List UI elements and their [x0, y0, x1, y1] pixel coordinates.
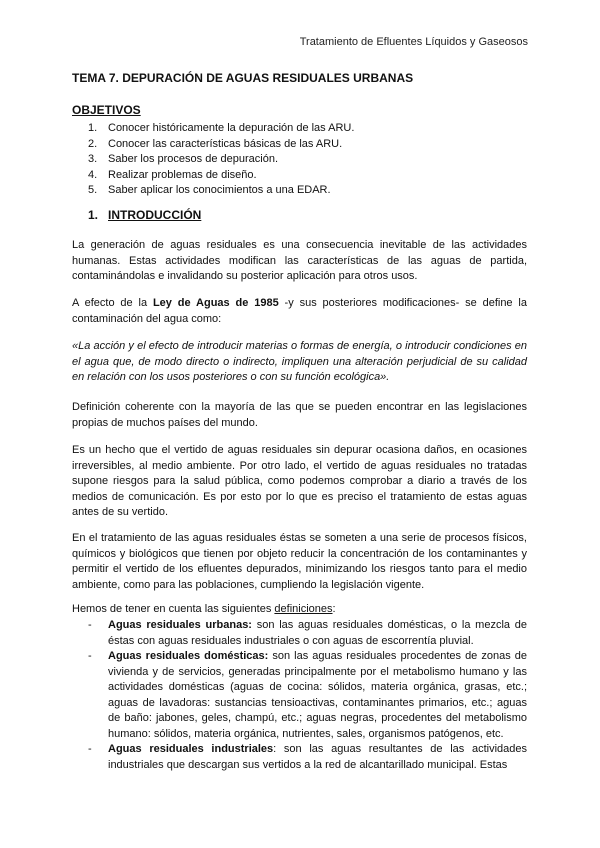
- paragraph-6: Hemos de tener en cuenta las siguientes definiciones:: [72, 603, 336, 615]
- paragraph-5: En el tratamiento de las aguas residuales éstas se someten a una serie de procesos físicos, químicos y biológicos que tienen por objeto reducir la concentración de los contaminantes y permitir el vertido de los efluentes depurados, minimizando los riesgos tanto para el medio ambiente, como para las poblaciones, cumpliendo la legislación vigente.: [72, 532, 527, 591]
- chapter-title: TEMA 7. DEPURACIÓN DE AGUAS RESIDUALES URBANAS: [72, 71, 414, 85]
- definitions-list: [88, 618, 527, 773]
- list-item: - Aguas residuales urbanas: son las aguas residuales domésticas, o la mezcla de éstas con aguas residuales industriales o con aguas de escorrentía pluvial.: [88, 619, 528, 647]
- paragraph-1: La generación de aguas residuales es una consecuencia inevitable de las actividades humanas. Estas actividades modifican las características de las aguas de partida, contaminándolas e invalidando su posterior aplicación para otros usos.: [72, 239, 527, 282]
- list-item: 4. Realizar problemas de diseño.: [88, 168, 257, 181]
- running-header: Tratamiento de Efluentes Líquidos y Gaseosos: [299, 36, 528, 48]
- list-item: 5. Saber aplicar los conocimientos a una EDAR.: [88, 184, 331, 196]
- law-reference: Ley de Aguas de 1985: [152, 297, 279, 309]
- objectives-list: [88, 121, 354, 199]
- paragraph-2: A efecto de la Ley de Aguas de 1985 -y sus posteriores modificaciones- se define la contaminación del agua como:: [72, 297, 527, 325]
- section-heading: 1. INTRODUCCIÓN: [88, 208, 202, 222]
- list-item: 3. Saber los procesos de depuración.: [88, 153, 278, 165]
- objectives-heading: OBJETIVOS: [72, 103, 141, 117]
- list-item: 1. Conocer históricamente la depuración de las ARU.: [88, 122, 355, 134]
- list-item: - Aguas residuales domésticas: son las aguas residuales procedentes de zonas de vivienda y de servicios, generadas principalmente por el metabolismo humano y las actividades domésticas (aguas de cocina: sólidos, materia orgánica, grasas, etc.; aguas de lavadoras: sustancias tensioactivas, contaminantes primarios, etc.; aguas de baño: jabones, geles, champú, etc.; aguas negras, procedentes del metabolismo humano: sólidos, materia orgánica, nutrientes, sales, organismos patógenos, etc.: [88, 650, 527, 740]
- list-item: 2. Conocer las características básicas de las ARU.: [88, 137, 343, 150]
- list-item: - Aguas residuales industriales: son las aguas resultantes de las actividades industriales que descargan sus vertidos a la red de alcantarillado municipal. Estas: [88, 743, 527, 771]
- quote: «La acción y el efecto de introducir materias o formas de energía, o introducir condiciones en el agua que, de modo directo o indirecto, impliquen una alteración perjudicial de su calidad en relación con los usos posteriores o con su función ecológica».: [72, 340, 527, 383]
- paragraph-4: Es un hecho que el vertido de aguas residuales sin depurar ocasiona daños, en ocasiones irreversibles, al medio ambiente. Por otro lado, el vertido de aguas residuales no tratadas supone riesgos para la salud pública, como podemos comprobar a diario a través de los medios de comunicación. Es por esto por lo que es preciso el tratamiento de estas aguas antes de su vertido.: [72, 444, 527, 518]
- paragraph-3: Definición coherente con la mayoría de las que se pueden encontrar en las legislaciones propias de muchos países del mundo.: [72, 401, 527, 429]
